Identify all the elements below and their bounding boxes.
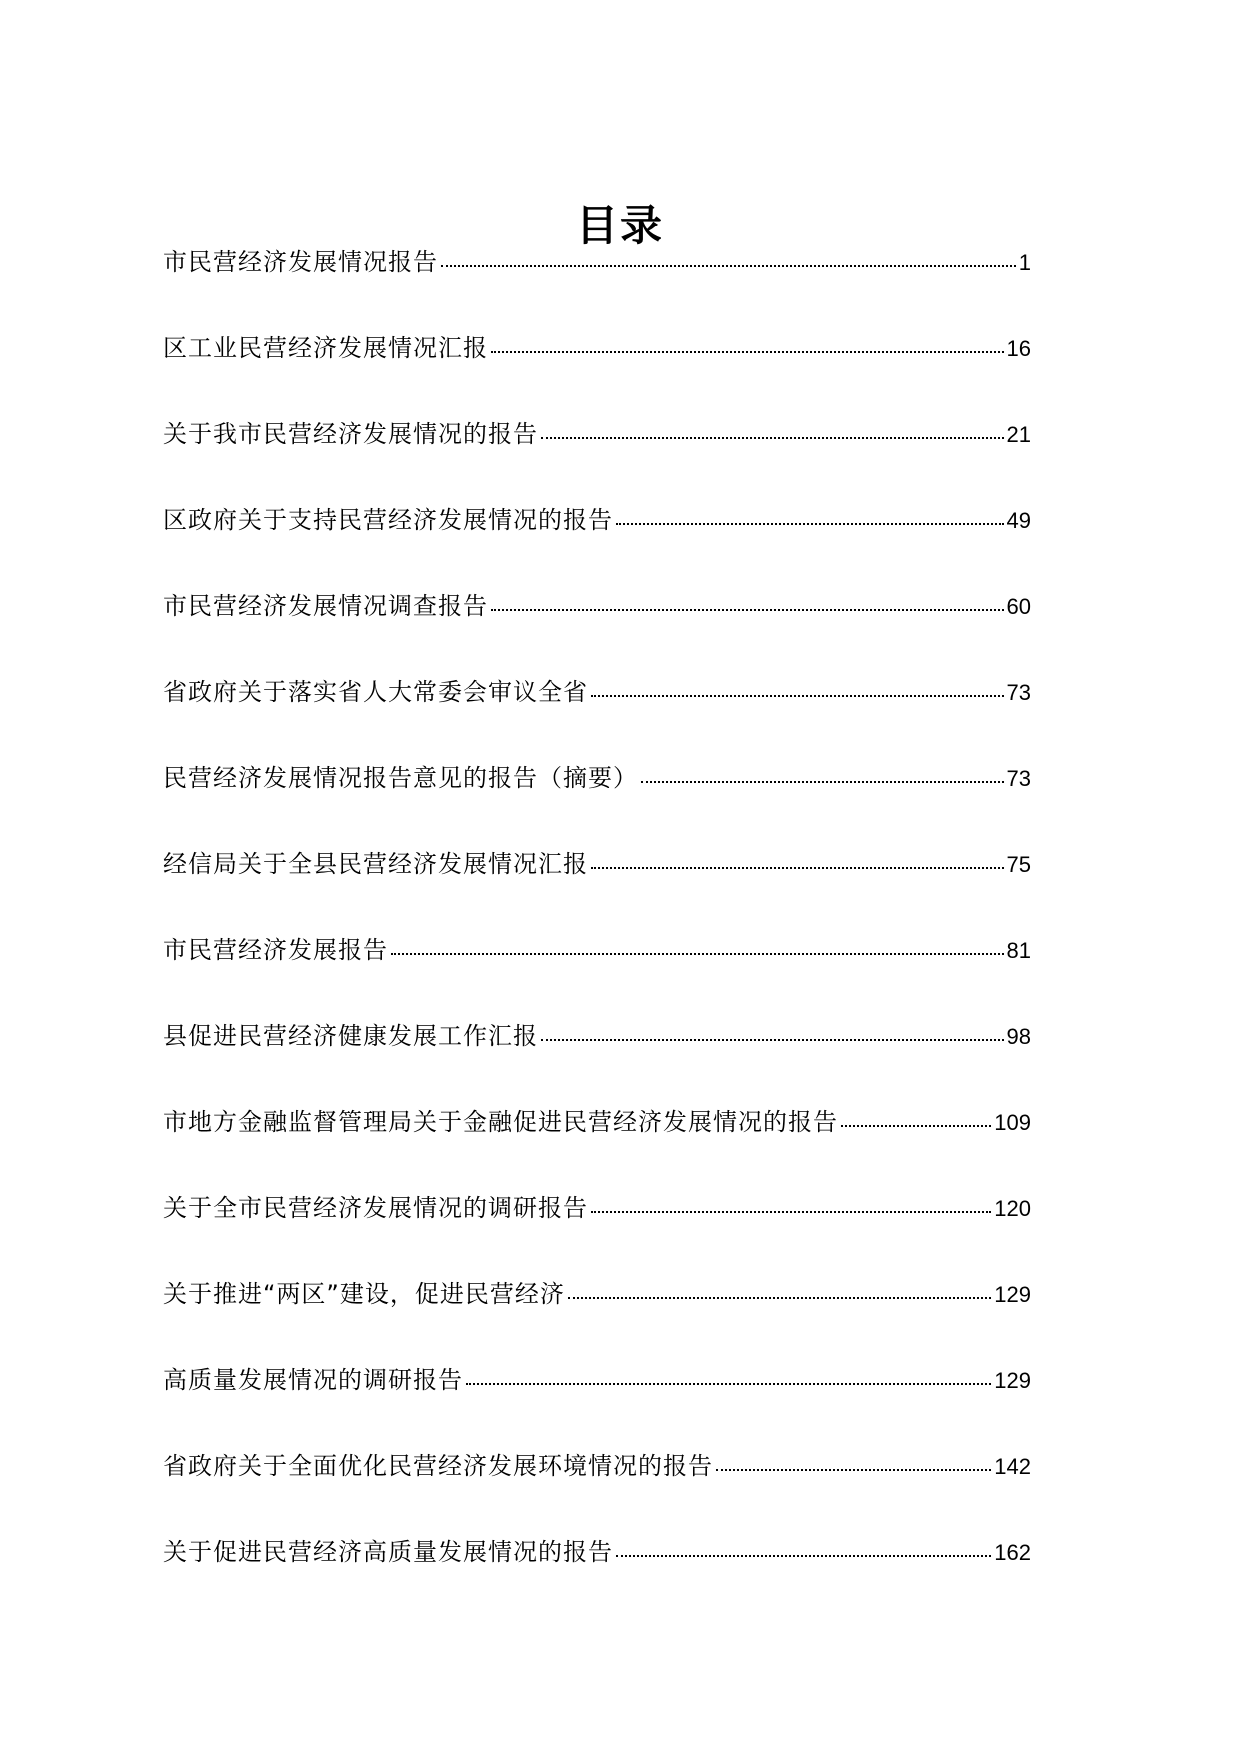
dot-leader	[616, 1554, 991, 1557]
toc-page-number: 60	[1006, 594, 1031, 619]
toc-entry[interactable]	[163, 842, 1031, 928]
toc-page-number: 1	[1018, 250, 1031, 275]
table-of-contents	[163, 240, 1031, 1616]
toc-entry[interactable]	[163, 928, 1031, 1014]
toc-entry[interactable]	[163, 240, 1031, 326]
dot-leader	[466, 1382, 991, 1385]
toc-page-number: 49	[1006, 508, 1031, 533]
toc-entry[interactable]	[163, 756, 1031, 842]
toc-entry[interactable]	[163, 1100, 1031, 1186]
toc-entry-title: 关于我市民营经济发展情况的报告	[163, 420, 538, 448]
toc-page-number: 21	[1006, 422, 1031, 447]
dot-leader	[541, 1038, 1004, 1041]
toc-entry[interactable]	[163, 584, 1031, 670]
toc-entry-title: 区工业民营经济发展情况汇报	[163, 334, 488, 362]
toc-entry-title: 市民营经济发展情况报告	[163, 248, 438, 276]
toc-entry[interactable]	[163, 1014, 1031, 1100]
toc-entry[interactable]	[163, 1186, 1031, 1272]
toc-entry-title: 关于全市民营经济发展情况的调研报告	[163, 1194, 588, 1222]
toc-entry[interactable]	[163, 1272, 1031, 1358]
toc-page-number: 81	[1006, 938, 1031, 963]
toc-page-number: 120	[994, 1196, 1031, 1221]
dot-leader	[641, 780, 1004, 783]
toc-page-number: 109	[994, 1110, 1031, 1135]
dot-leader	[391, 952, 1004, 955]
dot-leader	[591, 866, 1004, 869]
toc-page-number: 98	[1006, 1024, 1031, 1049]
toc-page-number: 129	[994, 1368, 1031, 1393]
toc-page-number: 16	[1006, 336, 1031, 361]
toc-entry-title: 民营经济发展情况报告意见的报告（摘要）	[163, 764, 638, 792]
toc-entry-title: 高质量发展情况的调研报告	[163, 1366, 463, 1394]
toc-entry[interactable]	[163, 498, 1031, 584]
dot-leader	[616, 522, 1004, 525]
toc-entry-title: 市民营经济发展情况调查报告	[163, 592, 488, 620]
toc-entry[interactable]	[163, 326, 1031, 412]
toc-page-number: 73	[1006, 766, 1031, 791]
toc-entry[interactable]	[163, 1530, 1031, 1616]
toc-entry[interactable]	[163, 412, 1031, 498]
toc-entry-title: 区政府关于支持民营经济发展情况的报告	[163, 506, 613, 534]
dot-leader	[441, 264, 1016, 267]
dot-leader	[568, 1296, 991, 1299]
dot-leader	[541, 436, 1004, 439]
toc-entry[interactable]	[163, 670, 1031, 756]
toc-entry-title: 省政府关于落实省人大常委会审议全省	[163, 678, 588, 706]
toc-entry-title: 关于推进“两区”建设，促进民营经济	[163, 1280, 565, 1308]
toc-page-number: 73	[1006, 680, 1031, 705]
toc-entry[interactable]	[163, 1444, 1031, 1530]
toc-page-number: 162	[994, 1540, 1031, 1565]
toc-entry-title: 县促进民营经济健康发展工作汇报	[163, 1022, 538, 1050]
toc-entry-title: 省政府关于全面优化民营经济发展环境情况的报告	[163, 1452, 713, 1480]
dot-leader	[841, 1124, 991, 1127]
dot-leader	[591, 1210, 991, 1213]
page-title: 目录	[575, 201, 664, 251]
dot-leader	[716, 1468, 991, 1471]
toc-entry-title: 关于促进民营经济高质量发展情况的报告	[163, 1538, 613, 1566]
dot-leader	[591, 694, 1004, 697]
toc-entry-title: 市民营经济发展报告	[163, 936, 388, 964]
dot-leader	[491, 350, 1004, 353]
dot-leader	[491, 608, 1004, 611]
toc-entry[interactable]	[163, 1358, 1031, 1444]
toc-page-number: 142	[994, 1454, 1031, 1479]
toc-entry-title: 市地方金融监督管理局关于金融促进民营经济发展情况的报告	[163, 1108, 838, 1136]
toc-entry-title: 经信局关于全县民营经济发展情况汇报	[163, 850, 588, 878]
toc-page-number: 75	[1006, 852, 1031, 877]
toc-page-number: 129	[994, 1282, 1031, 1307]
